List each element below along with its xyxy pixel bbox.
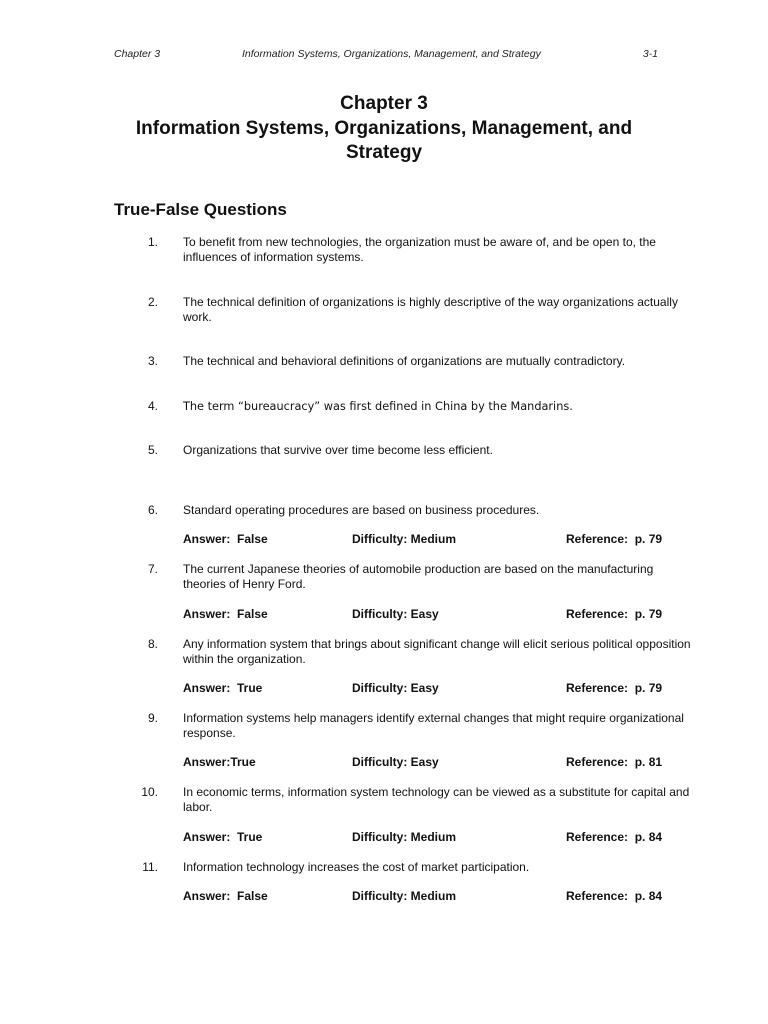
question-text: The technical and behavioral definitions of organizations are mutually contradictory. [183,354,626,368]
question-text: The technical definition of organizations is highly descriptive of the way organizations actually work. [183,295,678,324]
question-number: 9. [147,711,158,725]
header-page-number: 3-1 [642,48,658,60]
answer-label: Answer:True [183,755,256,769]
answer-label: Answer: True [183,681,263,695]
chapter-title [0,92,768,166]
reference-label: Reference: p. 79 [566,532,663,546]
answer-label: Answer: True [183,830,263,844]
question-text: Any information system that brings about significant change will elicit serious political opposition within the organization. [183,637,691,666]
reference-label: Reference: p. 81 [566,755,663,769]
running-header [114,48,658,62]
question-number: 7. [147,562,158,576]
header-title: Information Systems, Organizations, Management, and Strategy [242,48,541,60]
difficulty-label: Difficulty: Medium [352,532,456,546]
question-number: 1. [147,235,158,249]
difficulty-label: Difficulty: Easy [352,755,439,769]
question-text: Standard operating procedures are based on business procedures. [183,503,540,517]
section-heading: True-False Questions [114,200,287,219]
question-text: Information technology increases the cost of market participation. [183,860,530,874]
chapter-title-line-3: Strategy [345,142,423,163]
answer-label: Answer: False [183,532,268,546]
chapter-title-line-1: Chapter 3 [340,93,428,114]
answer-label: Answer: False [183,889,268,903]
difficulty-label: Difficulty: Easy [352,681,439,695]
question-text: To benefit from new technologies, the organization must be aware of, and be open to, the influences of information systems. [183,235,656,264]
reference-label: Reference: p. 84 [566,889,663,903]
answer-label: Answer: False [183,607,268,621]
question-number: 2. [147,295,158,309]
difficulty-label: Difficulty: Medium [352,830,456,844]
question-text: The current Japanese theories of automobile production are based on the manufacturing theories of Henry Ford. [183,562,654,591]
question-text: Organizations that survive over time become less efficient. [183,443,493,457]
difficulty-label: Difficulty: Medium [352,889,456,903]
question-number: 3. [147,354,158,368]
reference-label: Reference: p. 79 [566,607,663,621]
question-number: 8. [147,637,158,651]
question-text: The term “bureaucracy” was first defined in China by the Mandarins. [183,400,573,413]
chapter-title-line-2: Information Systems, Organizations, Management, and [135,117,633,139]
question-text: Information systems help managers identify external changes that might require organizational response. [183,711,684,740]
header-chapter: Chapter 3 [114,48,161,60]
question-number: 10. [141,785,158,799]
reference-label: Reference: p. 79 [566,681,663,695]
question-text: In economic terms, information system technology can be viewed as a substitute for capital and labor. [183,785,690,814]
question-number: 6. [147,503,158,517]
question-number: 5. [147,443,158,457]
question-number: 11. [142,860,158,874]
difficulty-label: Difficulty: Easy [352,607,439,621]
reference-label: Reference: p. 84 [566,830,663,844]
question-number: 4. [147,399,158,413]
